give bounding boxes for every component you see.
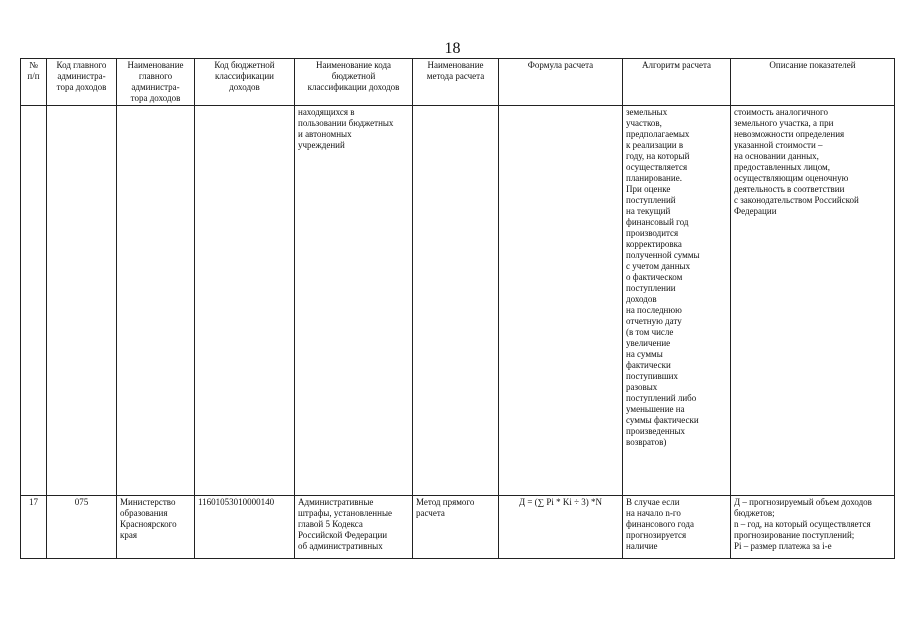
header-admin-name: Наименование главного администра- тора доходов <box>117 59 195 106</box>
cell-admin-code: 075 <box>47 496 117 559</box>
cell-kbk <box>195 106 295 496</box>
cell-formula <box>499 106 623 496</box>
revenue-forecast-table <box>20 58 895 559</box>
table-header-row <box>21 59 895 106</box>
cell-admin-name <box>117 106 195 496</box>
cell-admin-name: Министерство образования Красноярского края <box>117 496 195 559</box>
cell-algorithm: В случае если на начало n-го финансового года прогнозируется наличие <box>623 496 731 559</box>
cell-kbk: 11601053010000140 <box>195 496 295 559</box>
header-algorithm: Алгоритм расчета <box>623 59 731 106</box>
header-formula: Формула расчета <box>499 59 623 106</box>
header-admin-code: Код главного администра- тора доходов <box>47 59 117 106</box>
table-row <box>21 496 895 559</box>
header-num: № п/п <box>21 59 47 106</box>
cell-formula: Д = (∑ Pi * Ki ÷ 3) *N <box>499 496 623 559</box>
cell-description: стоимость аналогичного земельного участка, а при невозможности определения указанной стоимости – на основании данных, предоставленных лицом, осуществляющим оценочную деятельность в соответствии с законодательством Российской Федерации <box>731 106 895 496</box>
cell-kbk-name: Административные штрафы, установленные главой 5 Кодекса Российской Федерации об административных <box>295 496 413 559</box>
cell-kbk-name: находящихся в пользовании бюджетных и автономных учреждений <box>295 106 413 496</box>
cell-admin-code <box>47 106 117 496</box>
page-number: 18 <box>444 40 461 57</box>
cell-algorithm: земельных участков, предполагаемых к реализации в году, на который осуществляется планирование. При оценке поступлений на текущий финансовый год производится корректировка полученной суммы с учетом данных о фактическом поступлении доходов на последнюю отчетную дату (в том числе увеличение на суммы фактически поступивших разовых поступлений либо уменьшение на суммы фактически произведенных возвратов) <box>623 106 731 496</box>
cell-num <box>21 106 47 496</box>
header-kbk: Код бюджетной классификации доходов <box>195 59 295 106</box>
header-method: Наименование метода расчета <box>413 59 499 106</box>
header-description: Описание показателей <box>731 59 895 106</box>
cell-method <box>413 106 499 496</box>
table-row <box>21 106 895 496</box>
cell-method: Метод прямого расчета <box>413 496 499 559</box>
header-kbk-name: Наименование кода бюджетной классификации доходов <box>295 59 413 106</box>
cell-num: 17 <box>21 496 47 559</box>
cell-description: Д – прогнозируемый объем доходов бюджетов; n – год, на который осуществляется прогнозирование поступлений; Pi – размер платежа за i-e <box>731 496 895 559</box>
